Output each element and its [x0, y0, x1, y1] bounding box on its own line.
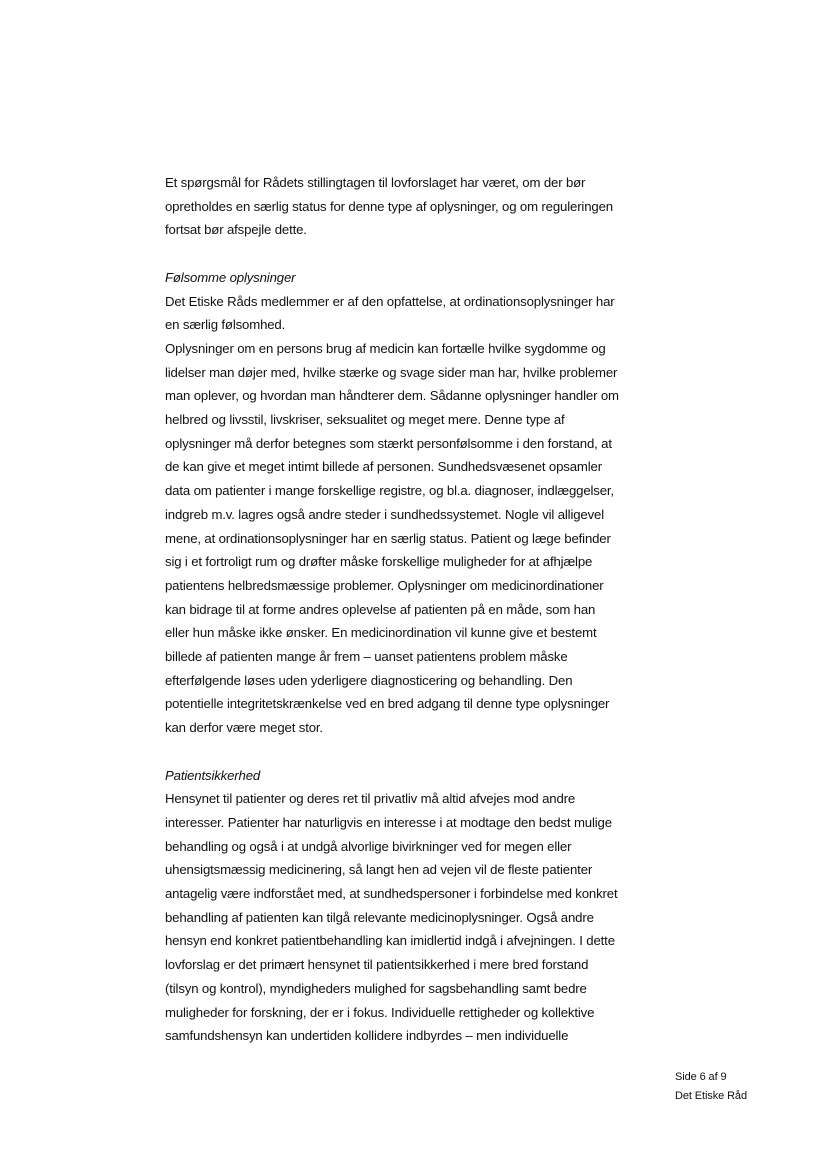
text-line: lidelser man døjer med, hvilke stærke og svage sider man har, hvilke problemer: [165, 364, 618, 380]
text-line: patientens helbredsmæssige problemer. Oplysninger om medicinordinationer: [165, 577, 604, 593]
text-line: billede af patienten mange år frem – uanset patientens problem måske: [165, 649, 568, 665]
paragraph-spacer: [165, 740, 665, 764]
text-line: antagelig være indforstået med, at sundhedspersoner i forbindelse med konkret: [165, 886, 618, 902]
text-line: Et spørgsmål for Rådets stillingtagen til lovforslaget har været, om der bør: [165, 175, 586, 190]
text-line: interesser. Patienter har naturligvis en interesse i at modtage den bedst mulige: [165, 814, 612, 830]
text-line: eller hun måske ikke ønsker. En medicinordination vil kunne give et bestemt: [165, 625, 597, 641]
text-line: potentielle integritetskrænkelse ved en bred adgang til denne type oplysninger: [165, 696, 610, 712]
text-line: data om patienter i mange forskellige registre, og bl.a. diagnoser, indlæggelser,: [165, 483, 614, 499]
section-patient-safety: [165, 764, 665, 1048]
text-line: behandling af patienten kan tilgå relevante medicinoplysninger. Også andre: [165, 909, 594, 925]
section-heading: Patientsikkerhed: [165, 767, 261, 783]
intro-paragraph: [165, 171, 665, 242]
text-line: (tilsyn og kontrol), myndigheders mulighed for sagsbehandling samt bedre: [165, 980, 587, 996]
section-heading: Følsomme oplysninger: [165, 269, 296, 285]
text-line: indgreb m.v. lagres også andre steder i sundhedssystemet. Nogle vil alligevel: [165, 506, 605, 522]
text-line: Oplysninger om en persons brug af medicin kan fortælle hvilke sygdomme og: [165, 340, 606, 356]
text-line: muligheder for forskning, der er i fokus. Individuelle rettigheder og kollektive: [165, 1004, 595, 1020]
text-line: Det Etiske Råds medlemmer er af den opfattelse, at ordinationsoplysninger har: [165, 293, 615, 309]
page-footer: [675, 1068, 815, 1106]
text-line: helbred og livsstil, livskriser, seksualitet og meget mere. Denne type af: [165, 412, 565, 428]
text-line: efterfølgende løses uden yderligere diagnosticering og behandling. Den: [165, 672, 573, 688]
text-line: lovforslag er det primært hensynet til patientsikkerhed i mere bred forstand: [165, 957, 589, 973]
body-text: [165, 171, 665, 1048]
text-line: mene, at ordinationsoplysninger har en særlig status. Patient og læge befinder: [165, 530, 611, 546]
text-line: oplysninger må derfor betegnes som stærkt personfølsomme i den forstand, at: [165, 435, 612, 451]
paragraph-spacer: [165, 242, 665, 266]
page-number: Side 6 af 9: [675, 1071, 727, 1083]
text-line: behandling og også i at undgå alvorlige bivirkninger ved for megen eller: [165, 838, 572, 854]
text-line: uhensigtsmæssig medicinering, så langt hen ad vejen vil de fleste patienter: [165, 862, 593, 878]
text-line: hensyn end konkret patientbehandling kan imidlertid indgå i afvejningen. I dette: [165, 933, 615, 949]
text-line: samfundshensyn kan undertiden kollidere indbyrdes – men individuelle: [165, 1028, 569, 1044]
text-line: kan derfor være meget stor.: [165, 720, 323, 736]
text-line: Hensynet til patienter og deres ret til privatliv må altid afvejes mod andre: [165, 791, 576, 807]
text-line: en særlig følsomhed.: [165, 317, 286, 333]
text-line: fortsat bør afspejle dette.: [165, 222, 307, 238]
text-line: man oplever, og hvordan man håndterer dem. Sådanne oplysninger handler om: [165, 388, 619, 404]
section-sensitive-information: [165, 266, 665, 740]
text-line: opretholdes en særlig status for denne type af oplysninger, og om reguleringen: [165, 198, 613, 214]
text-line: de kan give et meget intimt billede af personen. Sundhedsvæsenet opsamler: [165, 459, 602, 475]
text-line: sig i et fortroligt rum og drøfter måske forskellige muligheder for at afhjælpe: [165, 554, 593, 570]
organization-name: Det Etiske Råd: [675, 1090, 747, 1102]
text-line: kan bidrage til at forme andres oplevelse af patienten på en måde, som han: [165, 601, 596, 617]
